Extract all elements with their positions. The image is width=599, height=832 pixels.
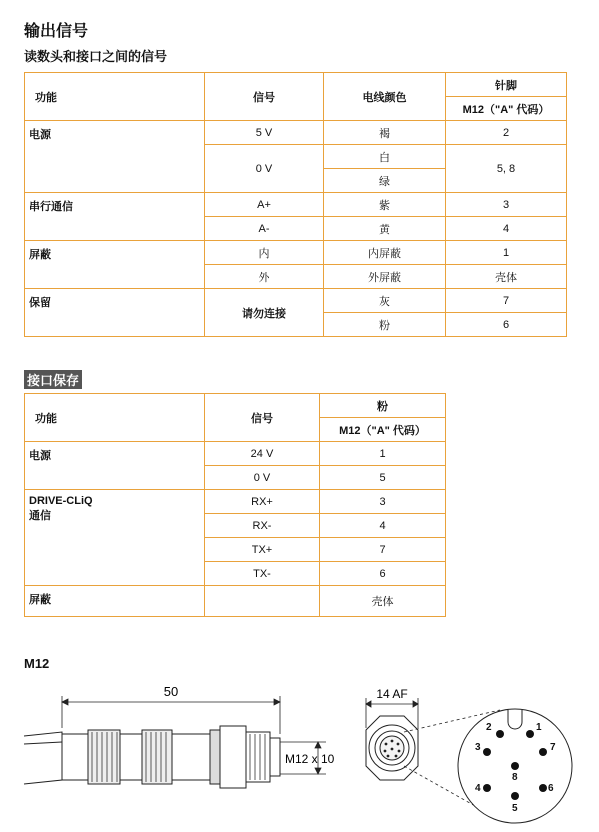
cell-signal: 外 xyxy=(205,265,324,289)
cell-pin: 4 xyxy=(446,217,567,241)
cell-signal: A- xyxy=(205,217,324,241)
cell-signal: 24 V xyxy=(205,442,320,466)
cell-signal: TX+ xyxy=(205,538,320,562)
row-function-shield: 屏蔽 xyxy=(25,241,205,289)
cell-pin: 壳体 xyxy=(320,586,446,617)
pin-label-1: 1 xyxy=(536,722,542,733)
col-header-pin-sub: M12（"A" 代码） xyxy=(320,418,446,442)
page-subtitle: 读数头和接口之间的信号 xyxy=(24,49,168,64)
col-header-pin: 粉 xyxy=(320,394,446,418)
cell-signal: A+ xyxy=(205,193,324,217)
col-header-pin: 针脚 xyxy=(446,73,567,97)
cell-pin: 1 xyxy=(446,241,567,265)
pin-label-5: 5 xyxy=(512,803,518,814)
connector-body xyxy=(62,726,280,788)
cell-pin: 7 xyxy=(446,289,567,313)
dimension-af-label: 14 AF xyxy=(376,687,408,701)
cell-pin: 3 xyxy=(446,193,567,217)
cell-color: 黄 xyxy=(324,217,446,241)
row-function-serial: 串行通信 xyxy=(25,193,205,241)
cell-color: 内屏蔽 xyxy=(324,241,446,265)
cell-signal: 5 V xyxy=(205,121,324,145)
cell-pin: 3 xyxy=(320,490,446,514)
cell-signal: RX+ xyxy=(205,490,320,514)
cell-signal: 内 xyxy=(205,241,324,265)
pin-label-7: 7 xyxy=(550,742,556,753)
drawing-label: M12 xyxy=(24,656,50,671)
cell-color: 粉 xyxy=(324,313,446,337)
interface-table xyxy=(24,393,446,617)
cell-color: 白 xyxy=(324,145,446,169)
pin-label-2: 2 xyxy=(486,722,492,733)
row-function-power: 电源 xyxy=(25,442,205,490)
function-line-1: DRIVE-CLiQ xyxy=(29,495,93,507)
connector-drawing xyxy=(0,670,599,832)
row-function-power: 电源 xyxy=(25,121,205,193)
row-function-shield: 屏蔽 xyxy=(25,586,205,617)
cell-signal: RX- xyxy=(205,514,320,538)
col-header-signal: 信号 xyxy=(205,394,320,442)
output-signals-table xyxy=(24,72,567,337)
cell-color: 外屏蔽 xyxy=(324,265,446,289)
cell-color: 紫 xyxy=(324,193,446,217)
cell-pin: 7 xyxy=(320,538,446,562)
cell-color: 褐 xyxy=(324,121,446,145)
cell-signal: TX- xyxy=(205,562,320,586)
col-header-pin-sub: M12（"A" 代码） xyxy=(446,97,567,121)
pin-label-4: 4 xyxy=(475,783,481,794)
cell-signal: 0 V xyxy=(205,466,320,490)
col-header-function: 功能 xyxy=(25,394,205,442)
dimension-length-label: 50 xyxy=(163,684,179,699)
cell-pin: 壳体 xyxy=(446,265,567,289)
cell-pin: 1 xyxy=(320,442,446,466)
cell-signal: 请勿连接 xyxy=(205,289,324,337)
pin-label-8: 8 xyxy=(512,772,518,783)
section-title-interface: 接口保存 xyxy=(24,370,82,389)
col-header-signal: 信号 xyxy=(205,73,324,121)
cell-pin: 6 xyxy=(446,313,567,337)
row-function-drive-cliq xyxy=(25,490,205,586)
cell-color: 灰 xyxy=(324,289,446,313)
cell-color: 绿 xyxy=(324,169,446,193)
page-title: 输出信号 xyxy=(24,23,89,40)
cell-pin: 6 xyxy=(320,562,446,586)
function-line-2: 通信 xyxy=(29,510,51,522)
cell-pin: 2 xyxy=(446,121,567,145)
cell-pin: 5 xyxy=(320,466,446,490)
cell-signal xyxy=(205,586,320,617)
dimension-length xyxy=(62,696,280,734)
cable xyxy=(24,732,62,784)
cell-pin: 5, 8 xyxy=(446,145,567,193)
pin-label-6: 6 xyxy=(548,783,554,794)
pin-label-3: 3 xyxy=(475,742,481,753)
dimension-thread-label: M12 x 10 xyxy=(285,752,335,766)
row-function-reserved: 保留 xyxy=(25,289,205,337)
cell-pin: 4 xyxy=(320,514,446,538)
cell-signal: 0 V xyxy=(205,145,324,193)
col-header-function: 功能 xyxy=(25,73,205,121)
col-header-wire-color: 电线颜色 xyxy=(324,73,446,121)
